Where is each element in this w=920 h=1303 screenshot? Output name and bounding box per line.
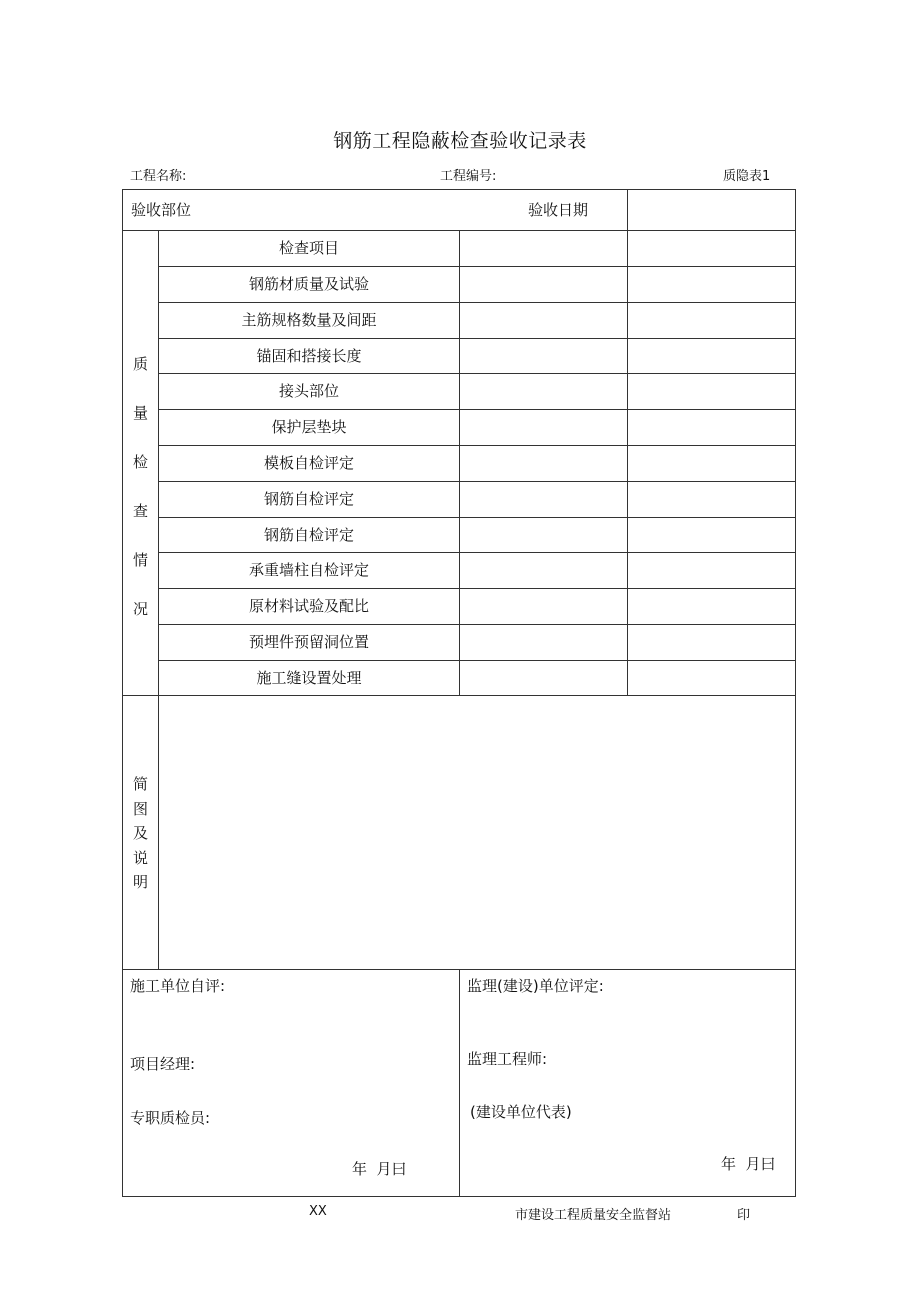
side-char: 说 — [132, 848, 148, 867]
diagram-side-label — [123, 772, 158, 895]
footer-city: XX — [309, 1204, 327, 1219]
column-divider — [459, 230, 460, 695]
left-date-label: 年 月曰 — [352, 1160, 407, 1178]
supervisor-eval-label: 监理(建设)单位评定: — [467, 977, 604, 995]
check-items-header: 检查项目 — [278, 239, 339, 257]
side-char: 简 — [132, 775, 148, 793]
check-item: 钢筋自检评定 — [263, 490, 354, 508]
column-divider — [627, 189, 628, 695]
footer-station: 市建设工程质量安全监督站 — [515, 1208, 672, 1223]
check-item: 锚固和搭接长度 — [256, 347, 362, 365]
check-item: 主筋规格数量及间距 — [241, 311, 377, 329]
quality-side-label — [123, 340, 158, 634]
side-char: 及 — [132, 824, 148, 842]
check-item: 原材料试验及配比 — [248, 597, 369, 615]
contractor-self-eval-label: 施工单位自评: — [130, 977, 226, 995]
check-item: 保护层垫块 — [271, 418, 347, 436]
side-char: 查 — [132, 502, 148, 520]
side-char: 量 — [132, 404, 148, 422]
column-divider — [459, 969, 460, 1197]
quality-inspector-label: 专职质检员: — [130, 1109, 211, 1127]
right-date-label: 年 月曰 — [721, 1155, 776, 1173]
footer-seal: 印 — [737, 1208, 751, 1223]
side-char: 图 — [132, 799, 148, 818]
side-char: 质 — [132, 355, 148, 373]
project-name-label: 工程名称: — [130, 169, 187, 184]
check-item: 钢筋自检评定 — [263, 526, 354, 544]
side-char: 况 — [132, 600, 148, 618]
supervising-engineer-label: 监理工程师: — [467, 1050, 548, 1068]
check-item: 模板自检评定 — [263, 454, 354, 472]
side-char: 检 — [132, 453, 148, 471]
form-title: 钢筋工程隐蔽检查验收记录表 — [333, 130, 587, 152]
acceptance-part-label: 验收部位 — [131, 201, 192, 219]
side-char: 情 — [132, 551, 148, 569]
check-item: 钢筋材质量及试验 — [248, 275, 369, 293]
side-char: 明 — [132, 873, 148, 891]
owner-representative-label: (建设单位代表) — [470, 1103, 572, 1121]
project-number-label: 工程编号: — [440, 169, 497, 184]
check-item: 施工缝设置处理 — [256, 669, 362, 687]
acceptance-date-label: 验收日期 — [528, 201, 589, 219]
check-item: 承重墙柱自检评定 — [248, 561, 369, 579]
form-code: 质隐表1 — [723, 169, 771, 184]
check-item: 预埋件预留洞位置 — [248, 633, 369, 651]
project-manager-label: 项目经理: — [130, 1055, 196, 1073]
check-item: 接头部位 — [278, 382, 339, 400]
